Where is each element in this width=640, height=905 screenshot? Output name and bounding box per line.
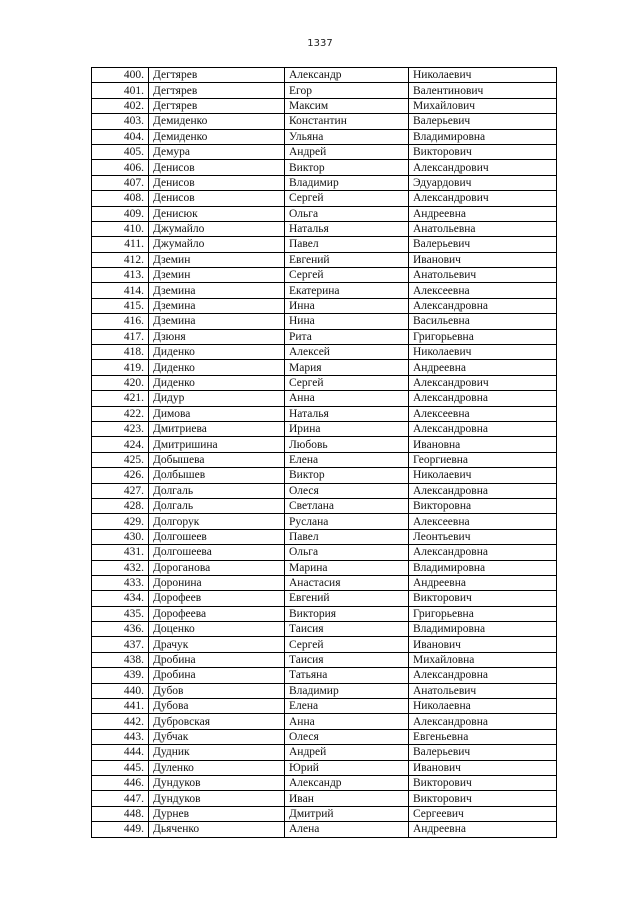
- row-number-cell: 421.: [92, 391, 149, 406]
- table-row: [92, 360, 557, 375]
- row-number-cell: 408.: [92, 191, 149, 206]
- table-row: [92, 822, 557, 837]
- surname-cell: Дубова: [149, 699, 285, 714]
- first-name-cell: Иван: [285, 791, 409, 806]
- surname-cell: Дорoганова: [149, 560, 285, 575]
- surname-cell: Дурнев: [149, 806, 285, 821]
- patronymic-cell: Александровна: [409, 668, 557, 683]
- patronymic-cell: Андреевна: [409, 206, 557, 221]
- first-name-cell: Константин: [285, 114, 409, 129]
- row-number-cell: 433.: [92, 575, 149, 590]
- table-row: [92, 252, 557, 267]
- first-name-cell: Дмитрий: [285, 806, 409, 821]
- row-number-cell: 415.: [92, 298, 149, 313]
- patronymic-cell: Викторович: [409, 144, 557, 159]
- row-number-cell: 432.: [92, 560, 149, 575]
- surname-cell: Диденко: [149, 375, 285, 390]
- first-name-cell: Таисия: [285, 622, 409, 637]
- surname-cell: Дубов: [149, 683, 285, 698]
- surname-cell: Денисюк: [149, 206, 285, 221]
- first-name-cell: Инна: [285, 298, 409, 313]
- table-row: [92, 437, 557, 452]
- row-number-cell: 448.: [92, 806, 149, 821]
- first-name-cell: Светлана: [285, 498, 409, 513]
- patronymic-cell: Александровна: [409, 391, 557, 406]
- surname-cell: Долгошеева: [149, 545, 285, 560]
- table-row: [92, 637, 557, 652]
- patronymic-cell: Валерьевич: [409, 745, 557, 760]
- row-number-cell: 416.: [92, 314, 149, 329]
- patronymic-cell: Валентинович: [409, 83, 557, 98]
- row-number-cell: 405.: [92, 144, 149, 159]
- first-name-cell: Максим: [285, 98, 409, 113]
- patronymic-cell: Иванович: [409, 637, 557, 652]
- first-name-cell: Ирина: [285, 421, 409, 436]
- row-number-cell: 439.: [92, 668, 149, 683]
- patronymic-cell: Валерьевич: [409, 114, 557, 129]
- surname-cell: Дегтярев: [149, 83, 285, 98]
- first-name-cell: Марина: [285, 560, 409, 575]
- first-name-cell: Олеся: [285, 483, 409, 498]
- row-number-cell: 422.: [92, 406, 149, 421]
- first-name-cell: Алексей: [285, 345, 409, 360]
- surname-cell: Долгорук: [149, 514, 285, 529]
- first-name-cell: Елена: [285, 699, 409, 714]
- row-number-cell: 428.: [92, 498, 149, 513]
- row-number-cell: 409.: [92, 206, 149, 221]
- surname-cell: Дуленко: [149, 760, 285, 775]
- surname-cell: Долгаль: [149, 498, 285, 513]
- first-name-cell: Владимир: [285, 683, 409, 698]
- first-name-cell: Александр: [285, 68, 409, 83]
- surname-cell: Добышева: [149, 452, 285, 467]
- surname-cell: Дземина: [149, 314, 285, 329]
- table-row: [92, 575, 557, 590]
- patronymic-cell: Эдуардович: [409, 175, 557, 190]
- patronymic-cell: Александровна: [409, 545, 557, 560]
- patronymic-cell: Михайловна: [409, 652, 557, 667]
- patronymic-cell: Иванович: [409, 252, 557, 267]
- table-row: [92, 545, 557, 560]
- patronymic-cell: Владимировна: [409, 129, 557, 144]
- table-row: [92, 175, 557, 190]
- table-row: [92, 729, 557, 744]
- row-number-cell: 444.: [92, 745, 149, 760]
- surname-cell: Денисов: [149, 160, 285, 175]
- row-number-cell: 426.: [92, 468, 149, 483]
- table-row: [92, 283, 557, 298]
- table-row: [92, 622, 557, 637]
- surname-cell: Дубровская: [149, 714, 285, 729]
- table-row: [92, 144, 557, 159]
- patronymic-cell: Васильевна: [409, 314, 557, 329]
- first-name-cell: Анна: [285, 714, 409, 729]
- patronymic-cell: Анатольевич: [409, 683, 557, 698]
- row-number-cell: 419.: [92, 360, 149, 375]
- first-name-cell: Таисия: [285, 652, 409, 667]
- row-number-cell: 400.: [92, 68, 149, 83]
- surname-cell: Дубчак: [149, 729, 285, 744]
- patronymic-cell: Викторович: [409, 591, 557, 606]
- table-row: [92, 452, 557, 467]
- first-name-cell: Виктор: [285, 468, 409, 483]
- table-row: [92, 268, 557, 283]
- patronymic-cell: Иванович: [409, 760, 557, 775]
- surname-cell: Дегтярев: [149, 98, 285, 113]
- patronymic-cell: Андреевна: [409, 822, 557, 837]
- patronymic-cell: Алексеевна: [409, 406, 557, 421]
- first-name-cell: Сергей: [285, 637, 409, 652]
- patronymic-cell: Анатольевна: [409, 221, 557, 236]
- roster-table: [91, 67, 557, 838]
- row-number-cell: 403.: [92, 114, 149, 129]
- patronymic-cell: Алексеевна: [409, 283, 557, 298]
- row-number-cell: 443.: [92, 729, 149, 744]
- surname-cell: Дегтярев: [149, 68, 285, 83]
- first-name-cell: Анастасия: [285, 575, 409, 590]
- table-row: [92, 83, 557, 98]
- surname-cell: Долгаль: [149, 483, 285, 498]
- row-number-cell: 437.: [92, 637, 149, 652]
- patronymic-cell: Александрович: [409, 191, 557, 206]
- patronymic-cell: Евгеньевна: [409, 729, 557, 744]
- surname-cell: Джумайло: [149, 221, 285, 236]
- first-name-cell: Андрей: [285, 745, 409, 760]
- patronymic-cell: Александровна: [409, 421, 557, 436]
- first-name-cell: Юрий: [285, 760, 409, 775]
- patronymic-cell: Викторович: [409, 791, 557, 806]
- surname-cell: Дорофеева: [149, 606, 285, 621]
- row-number-cell: 412.: [92, 252, 149, 267]
- row-number-cell: 425.: [92, 452, 149, 467]
- table-row: [92, 606, 557, 621]
- table-row: [92, 375, 557, 390]
- table-row: [92, 114, 557, 129]
- surname-cell: Дундуков: [149, 775, 285, 790]
- surname-cell: Дзюня: [149, 329, 285, 344]
- row-number-cell: 431.: [92, 545, 149, 560]
- table-row: [92, 221, 557, 236]
- surname-cell: Долгошеев: [149, 529, 285, 544]
- row-number-cell: 417.: [92, 329, 149, 344]
- patronymic-cell: Александровна: [409, 714, 557, 729]
- patronymic-cell: Ивановна: [409, 437, 557, 452]
- first-name-cell: Ольга: [285, 545, 409, 560]
- table-row: [92, 791, 557, 806]
- patronymic-cell: Владимировна: [409, 560, 557, 575]
- first-name-cell: Ольга: [285, 206, 409, 221]
- table-row: [92, 560, 557, 575]
- table-row: [92, 314, 557, 329]
- table-row: [92, 345, 557, 360]
- table-row: [92, 391, 557, 406]
- row-number-cell: 441.: [92, 699, 149, 714]
- first-name-cell: Рита: [285, 329, 409, 344]
- table-row: [92, 498, 557, 513]
- patronymic-cell: Андреевна: [409, 575, 557, 590]
- surname-cell: Диденко: [149, 345, 285, 360]
- table-row: [92, 529, 557, 544]
- table-row: [92, 191, 557, 206]
- first-name-cell: Виктор: [285, 160, 409, 175]
- patronymic-cell: Николаевич: [409, 468, 557, 483]
- surname-cell: Дробина: [149, 652, 285, 667]
- row-number-cell: 407.: [92, 175, 149, 190]
- patronymic-cell: Александровна: [409, 298, 557, 313]
- table-row: [92, 298, 557, 313]
- first-name-cell: Александр: [285, 775, 409, 790]
- table-row: [92, 668, 557, 683]
- row-number-cell: 413.: [92, 268, 149, 283]
- first-name-cell: Сергей: [285, 191, 409, 206]
- patronymic-cell: Георгиевна: [409, 452, 557, 467]
- table-row: [92, 329, 557, 344]
- patronymic-cell: Анатольевич: [409, 268, 557, 283]
- table-row: [92, 160, 557, 175]
- patronymic-cell: Николаевич: [409, 68, 557, 83]
- table-row: [92, 129, 557, 144]
- patronymic-cell: Александрович: [409, 160, 557, 175]
- table-row: [92, 68, 557, 83]
- patronymic-cell: Александрович: [409, 375, 557, 390]
- surname-cell: Диденко: [149, 360, 285, 375]
- surname-cell: Дидур: [149, 391, 285, 406]
- table-row: [92, 98, 557, 113]
- first-name-cell: Павел: [285, 529, 409, 544]
- first-name-cell: Наталья: [285, 406, 409, 421]
- patronymic-cell: Андреевна: [409, 360, 557, 375]
- first-name-cell: Нина: [285, 314, 409, 329]
- row-number-cell: 446.: [92, 775, 149, 790]
- table-row: [92, 468, 557, 483]
- patronymic-cell: Александровна: [409, 483, 557, 498]
- first-name-cell: Евгений: [285, 252, 409, 267]
- surname-cell: Драчук: [149, 637, 285, 652]
- table-row: [92, 775, 557, 790]
- row-number-cell: 411.: [92, 237, 149, 252]
- surname-cell: Демиденко: [149, 114, 285, 129]
- row-number-cell: 430.: [92, 529, 149, 544]
- table-row: [92, 206, 557, 221]
- first-name-cell: Виктория: [285, 606, 409, 621]
- surname-cell: Демура: [149, 144, 285, 159]
- row-number-cell: 423.: [92, 421, 149, 436]
- row-number-cell: 418.: [92, 345, 149, 360]
- first-name-cell: Екатерина: [285, 283, 409, 298]
- row-number-cell: 401.: [92, 83, 149, 98]
- patronymic-cell: Алексеевна: [409, 514, 557, 529]
- row-number-cell: 424.: [92, 437, 149, 452]
- patronymic-cell: Владимировна: [409, 622, 557, 637]
- table-row: [92, 806, 557, 821]
- row-number-cell: 440.: [92, 683, 149, 698]
- table-row: [92, 406, 557, 421]
- surname-cell: Долбышев: [149, 468, 285, 483]
- patronymic-cell: Валерьевич: [409, 237, 557, 252]
- table-row: [92, 760, 557, 775]
- surname-cell: Дмитришина: [149, 437, 285, 452]
- first-name-cell: Наталья: [285, 221, 409, 236]
- surname-cell: Дундуков: [149, 791, 285, 806]
- first-name-cell: Татьяна: [285, 668, 409, 683]
- surname-cell: Дземин: [149, 252, 285, 267]
- first-name-cell: Олеся: [285, 729, 409, 744]
- first-name-cell: Любовь: [285, 437, 409, 452]
- first-name-cell: Руслана: [285, 514, 409, 529]
- first-name-cell: Егор: [285, 83, 409, 98]
- patronymic-cell: Викторовна: [409, 498, 557, 513]
- page-number: 1337: [307, 38, 333, 49]
- surname-cell: Денисов: [149, 191, 285, 206]
- first-name-cell: Елена: [285, 452, 409, 467]
- patronymic-cell: Викторович: [409, 775, 557, 790]
- surname-cell: Доронина: [149, 575, 285, 590]
- roster-table-body: [92, 68, 557, 838]
- surname-cell: Демиденко: [149, 129, 285, 144]
- row-number-cell: 404.: [92, 129, 149, 144]
- row-number-cell: 442.: [92, 714, 149, 729]
- first-name-cell: Сергей: [285, 375, 409, 390]
- surname-cell: Дземин: [149, 268, 285, 283]
- patronymic-cell: Михайлович: [409, 98, 557, 113]
- patronymic-cell: Николаевна: [409, 699, 557, 714]
- row-number-cell: 436.: [92, 622, 149, 637]
- table-row: [92, 514, 557, 529]
- first-name-cell: Алена: [285, 822, 409, 837]
- table-row: [92, 591, 557, 606]
- row-number-cell: 410.: [92, 221, 149, 236]
- first-name-cell: Владимир: [285, 175, 409, 190]
- table-row: [92, 699, 557, 714]
- row-number-cell: 429.: [92, 514, 149, 529]
- surname-cell: Джумайло: [149, 237, 285, 252]
- row-number-cell: 434.: [92, 591, 149, 606]
- table-row: [92, 683, 557, 698]
- patronymic-cell: Григорьевна: [409, 329, 557, 344]
- row-number-cell: 427.: [92, 483, 149, 498]
- surname-cell: Дьяченко: [149, 822, 285, 837]
- first-name-cell: Евгений: [285, 591, 409, 606]
- first-name-cell: Сергей: [285, 268, 409, 283]
- table-row: [92, 652, 557, 667]
- first-name-cell: Павел: [285, 237, 409, 252]
- surname-cell: Дудник: [149, 745, 285, 760]
- row-number-cell: 438.: [92, 652, 149, 667]
- row-number-cell: 449.: [92, 822, 149, 837]
- first-name-cell: Ульяна: [285, 129, 409, 144]
- patronymic-cell: Николаевич: [409, 345, 557, 360]
- table-row: [92, 237, 557, 252]
- table-row: [92, 483, 557, 498]
- surname-cell: Дземина: [149, 283, 285, 298]
- table-row: [92, 421, 557, 436]
- surname-cell: Димова: [149, 406, 285, 421]
- row-number-cell: 420.: [92, 375, 149, 390]
- surname-cell: Дземина: [149, 298, 285, 313]
- first-name-cell: Андрей: [285, 144, 409, 159]
- surname-cell: Дмитриева: [149, 421, 285, 436]
- row-number-cell: 445.: [92, 760, 149, 775]
- surname-cell: Дорофеев: [149, 591, 285, 606]
- patronymic-cell: Леонтьевич: [409, 529, 557, 544]
- row-number-cell: 447.: [92, 791, 149, 806]
- row-number-cell: 414.: [92, 283, 149, 298]
- surname-cell: Дробина: [149, 668, 285, 683]
- patronymic-cell: Сергеевич: [409, 806, 557, 821]
- first-name-cell: Анна: [285, 391, 409, 406]
- row-number-cell: 406.: [92, 160, 149, 175]
- first-name-cell: Мария: [285, 360, 409, 375]
- row-number-cell: 402.: [92, 98, 149, 113]
- table-row: [92, 745, 557, 760]
- table-row: [92, 714, 557, 729]
- surname-cell: Денисов: [149, 175, 285, 190]
- surname-cell: Доценко: [149, 622, 285, 637]
- patronymic-cell: Григорьевна: [409, 606, 557, 621]
- row-number-cell: 435.: [92, 606, 149, 621]
